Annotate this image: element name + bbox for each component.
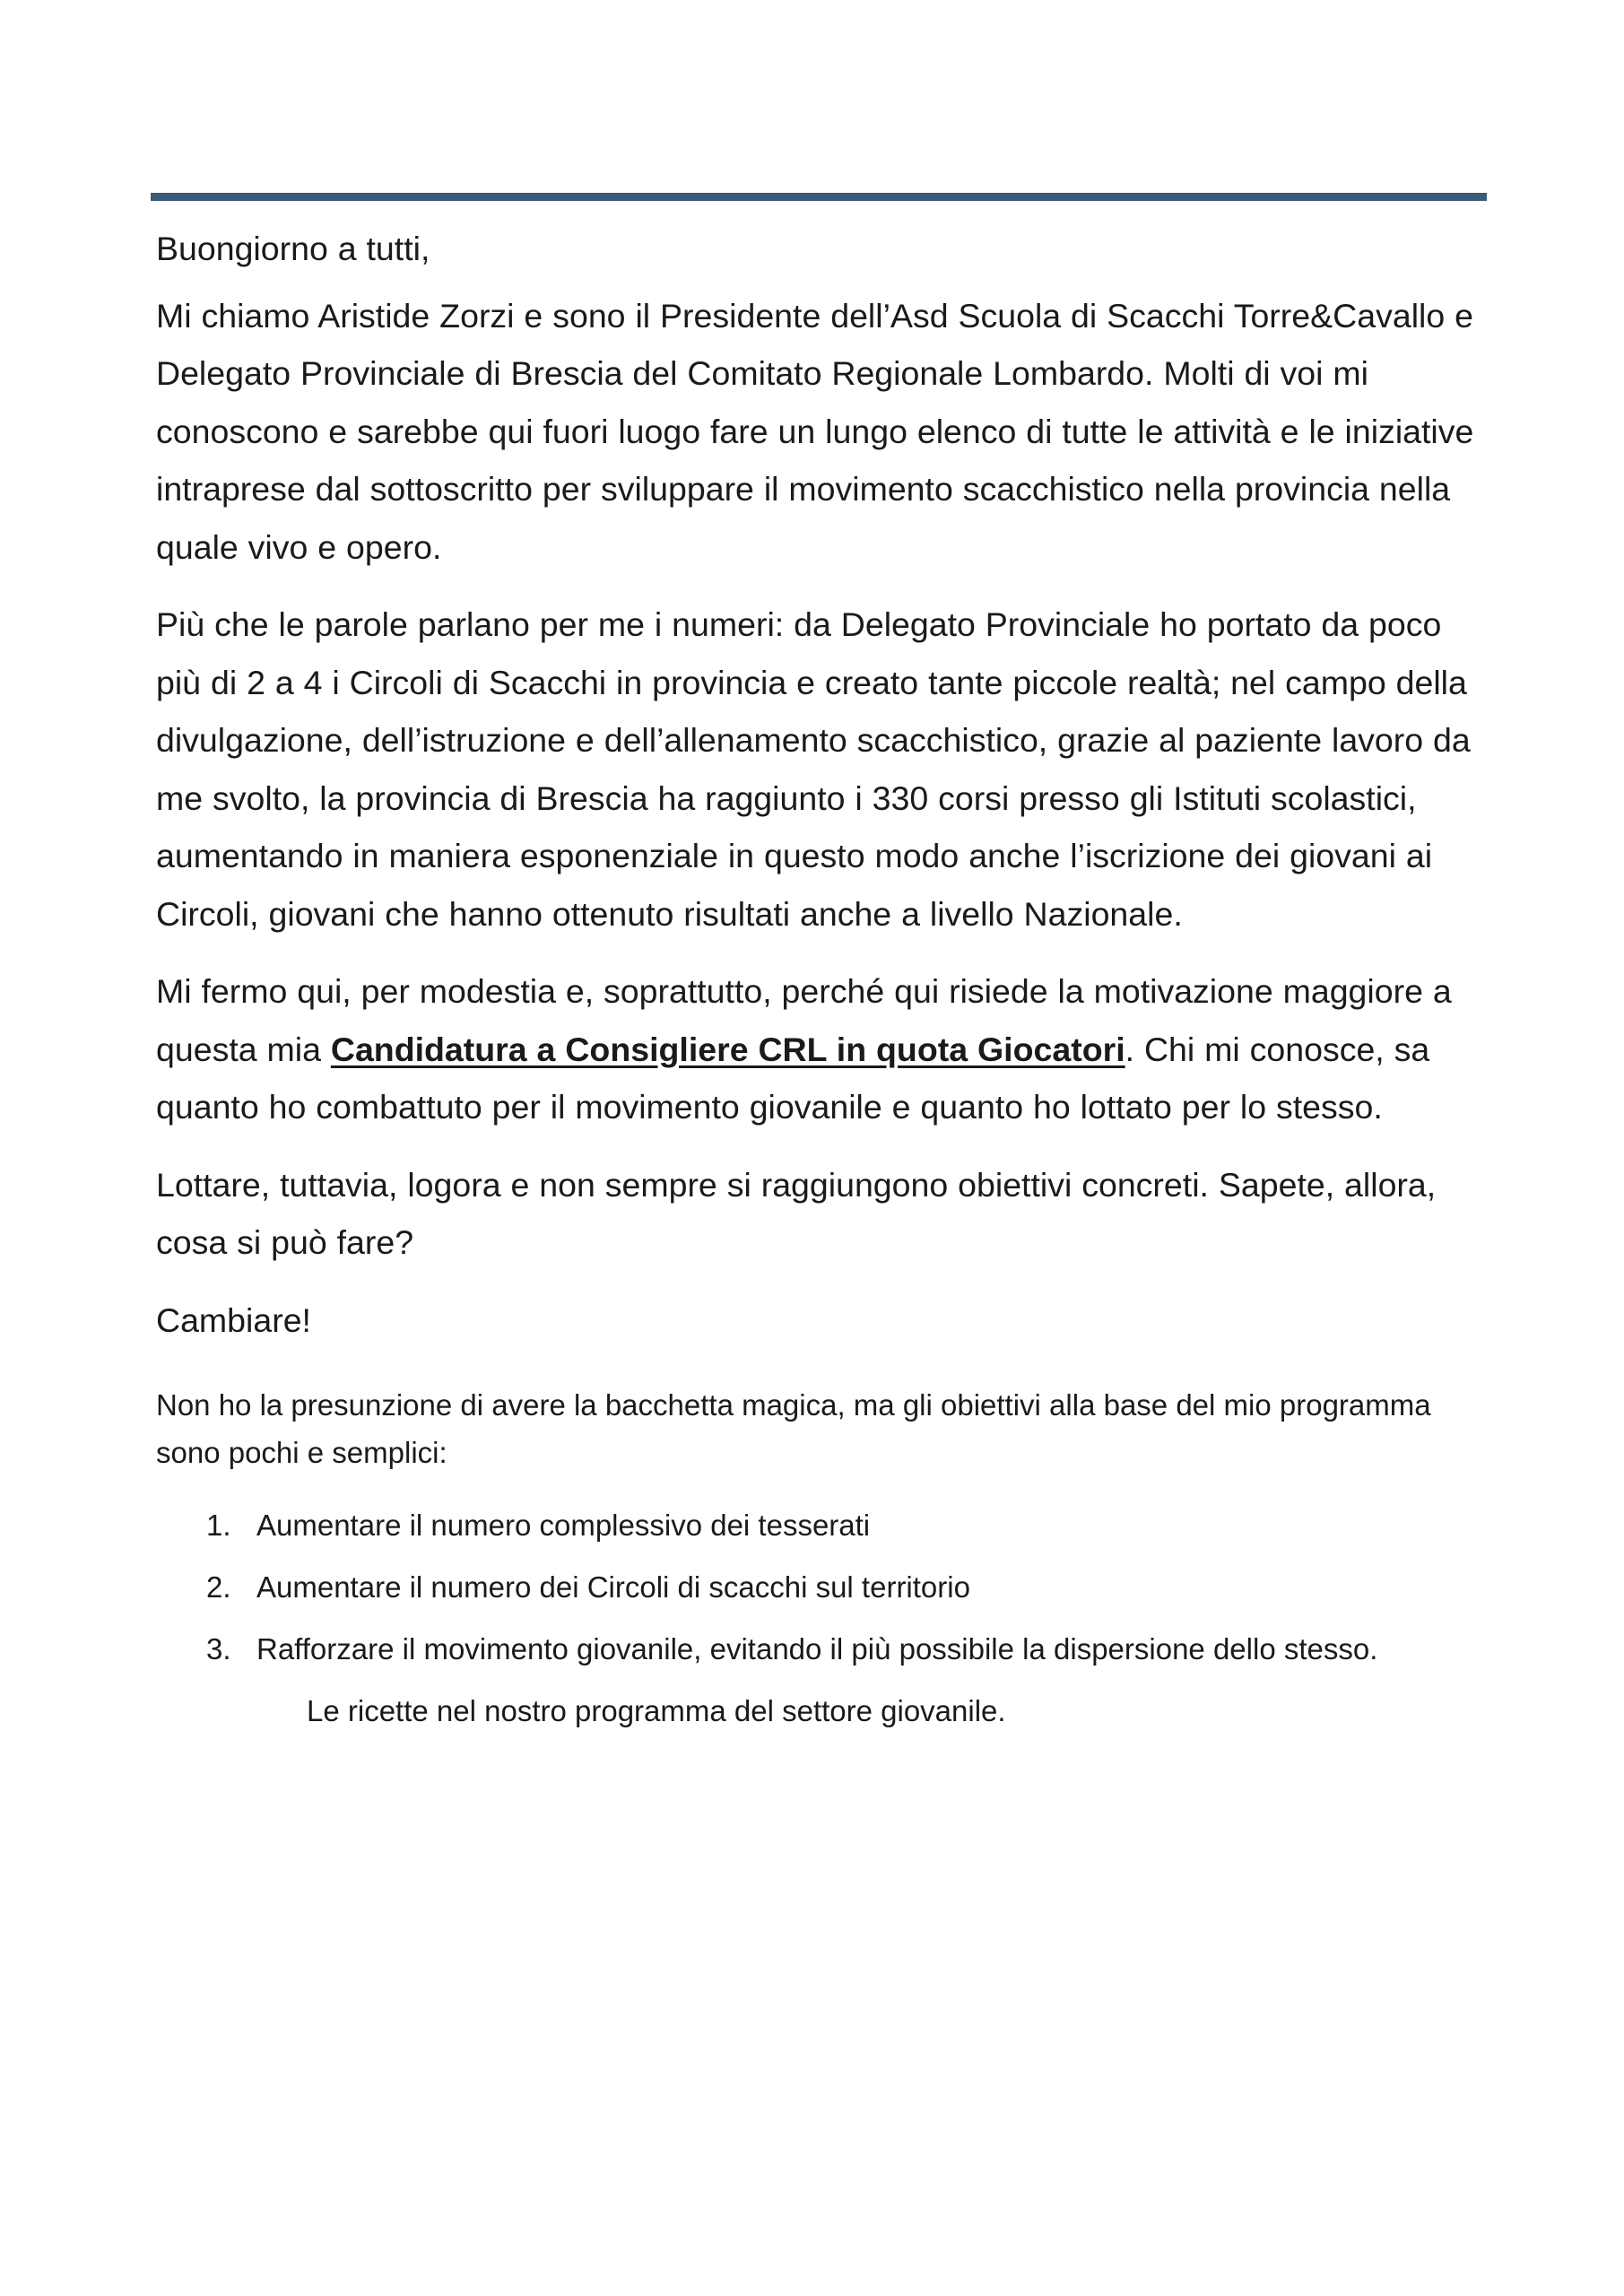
program-intro: Non ho la presunzione di avere la bacchetta magica, ma gli obiettivi alla base del mio programma sono pochi e semplici:	[156, 1388, 1431, 1469]
change-paragraph: Cambiare!	[156, 1300, 311, 1339]
candidacy-paragraph	[156, 962, 1492, 1136]
candidacy-text-before: Mi fermo qui, per modestia e, soprattutto, perché qui risiede la motivazione maggiore a questa mia	[156, 972, 1452, 1068]
list-item-number: 3.	[206, 1632, 231, 1665]
list-item	[206, 1563, 1492, 1611]
candidacy-highlight: Candidatura a Consigliere CRL in quota Giocatori	[330, 1030, 1125, 1068]
list-item-number: 2.	[206, 1570, 231, 1604]
list-item	[206, 1501, 1492, 1549]
candidacy-text-after: . Chi mi conosce, sa quanto ho combattuto per il movimento giovanile e quanto ho lottato per lo stesso.	[156, 1030, 1430, 1126]
numbers-paragraph: Più che le parole parlano per me i numeri: da Delegato Provinciale ho portato da poco più di 2 a 4 i Circoli di Scacchi in provincia e creato tante piccole realtà; nel campo della divulgazione, dell’istruzione e dell’allenamento scacchistico, grazie al paziente lavoro da me svolto, la provincia di Brescia ha raggiunto i 330 corsi presso gli Istituti scolastici, aumentando in maniera esponenziale in questo modo anche l’iscrizione dei giovani ai Circoli, giovani che hanno ottenuto risultati anche a livello Nazionale.	[156, 605, 1471, 933]
header-rule	[151, 193, 1487, 201]
letter-body	[156, 220, 1492, 1735]
list-item-text: Rafforzare il movimento giovanile, evitando il più possibile la dispersione dello stesso.	[256, 1632, 1378, 1665]
recipes-note: Le ricette nel nostro programma del settore giovanile.	[307, 1694, 1006, 1727]
goals-list	[156, 1501, 1492, 1673]
greeting: Buongiorno a tutti,	[156, 230, 430, 267]
fight-paragraph: Lottare, tuttavia, logora e non sempre si raggiungono obiettivi concreti. Sapete, allora, cosa si può fare?	[156, 1165, 1437, 1261]
list-item-number: 1.	[206, 1509, 231, 1542]
list-item-text: Aumentare il numero dei Circoli di scacchi sul territorio	[256, 1570, 970, 1604]
intro-paragraph: Mi chiamo Aristide Zorzi e sono il Presidente dell’Asd Scuola di Scacchi Torre&Cavallo e Delegato Provinciale di Brescia del Comitato Regionale Lombardo. Molti di voi mi conoscono e sarebbe qui fuori luogo fare un lungo elenco di tutte le attività e le iniziative intraprese dal sottoscritto per sviluppare il movimento scacchistico nella provincia nella quale vivo e opero.	[156, 296, 1474, 566]
list-item	[206, 1625, 1492, 1673]
list-item-text: Aumentare il numero complessivo dei tesserati	[256, 1509, 871, 1542]
